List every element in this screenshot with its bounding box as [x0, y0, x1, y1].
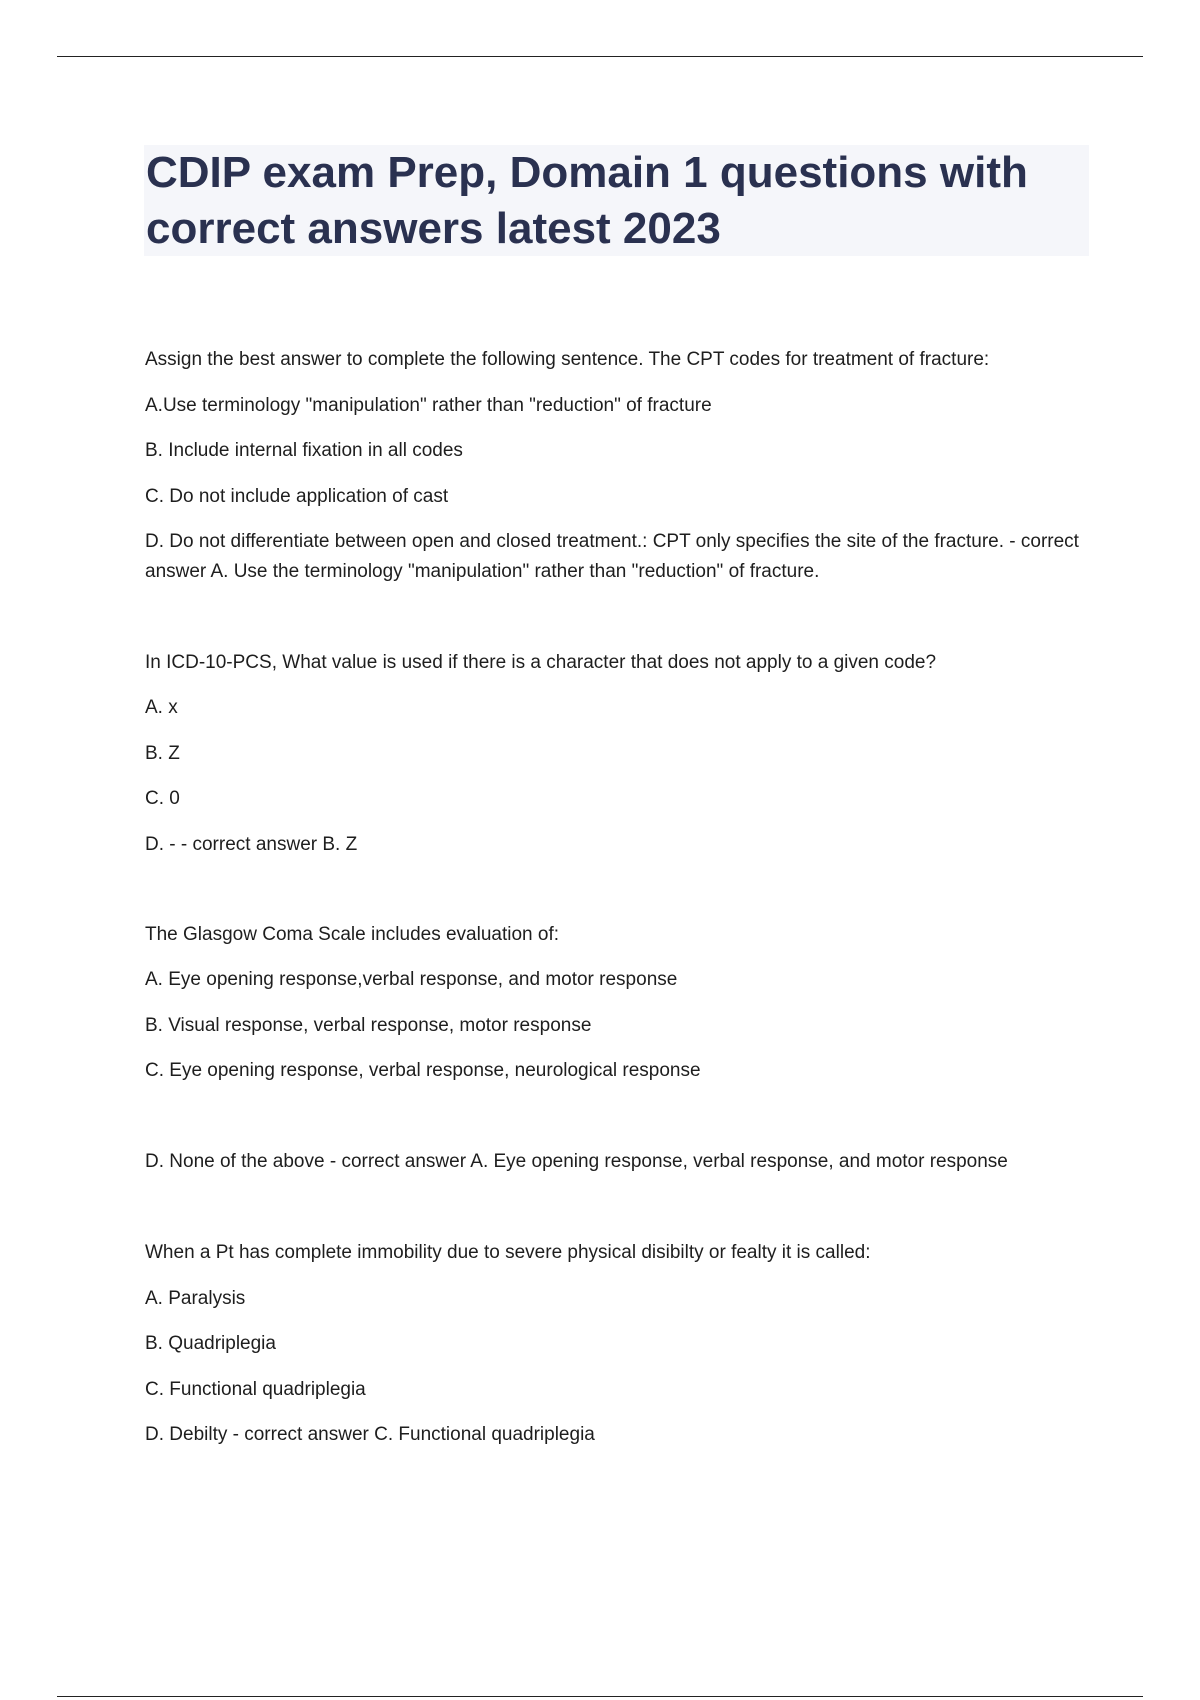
question-3-option-b: B. Visual response, verbal response, motor response — [145, 1015, 592, 1036]
question-4-option-c: C. Functional quadriplegia — [145, 1379, 366, 1400]
document-title: CDIP exam Prep, Domain 1 questions with correct answers latest 2023 — [146, 148, 1028, 253]
question-1-option-c: C. Do not include application of cast — [145, 486, 449, 507]
question-1-text: Assign the best answer to complete the following sentence. The CPT codes for treatment of fracture: — [145, 349, 990, 370]
question-3-option-a: A. Eye opening response,verbal response, and motor response — [145, 969, 678, 990]
question-2-option-c: C. 0 — [145, 788, 180, 809]
question-3-option-c: C. Eye opening response, verbal response, neurological response — [145, 1060, 701, 1081]
bottom-rule — [57, 1696, 1143, 1697]
question-4-option-b: B. Quadriplegia — [145, 1333, 276, 1354]
question-1-option-d-answer: D. Do not differentiate between open and closed treatment.: CPT only specifies the site of the fracture. - correct answer A. Use the terminology "manipulation" rather than "reduction" of fracture. — [145, 531, 1079, 582]
question-4-text: When a Pt has complete immobility due to severe physical disibilty or fealty it is called: — [145, 1242, 871, 1263]
question-2-text: In ICD-10-PCS, What value is used if there is a character that does not apply to a given code? — [145, 652, 937, 673]
question-1-option-b: B. Include internal fixation in all codes — [145, 440, 463, 461]
question-2-option-d-answer: D. - - correct answer B. Z — [145, 834, 358, 855]
question-3-text: The Glasgow Coma Scale includes evaluation of: — [145, 924, 560, 945]
question-2-option-a: A. x — [145, 697, 178, 718]
question-1-option-a: A.Use terminology "manipulation" rather than "reduction" of fracture — [145, 395, 712, 416]
top-rule — [57, 56, 1143, 57]
question-4-option-d-answer: D. Debilty - correct answer C. Functional quadriplegia — [145, 1424, 595, 1445]
question-3-option-d-answer: D. None of the above - correct answer A. Eye opening response, verbal response, and motor response — [145, 1151, 1008, 1172]
question-2-option-b: B. Z — [145, 743, 180, 764]
question-4-option-a: A. Paralysis — [145, 1288, 246, 1309]
